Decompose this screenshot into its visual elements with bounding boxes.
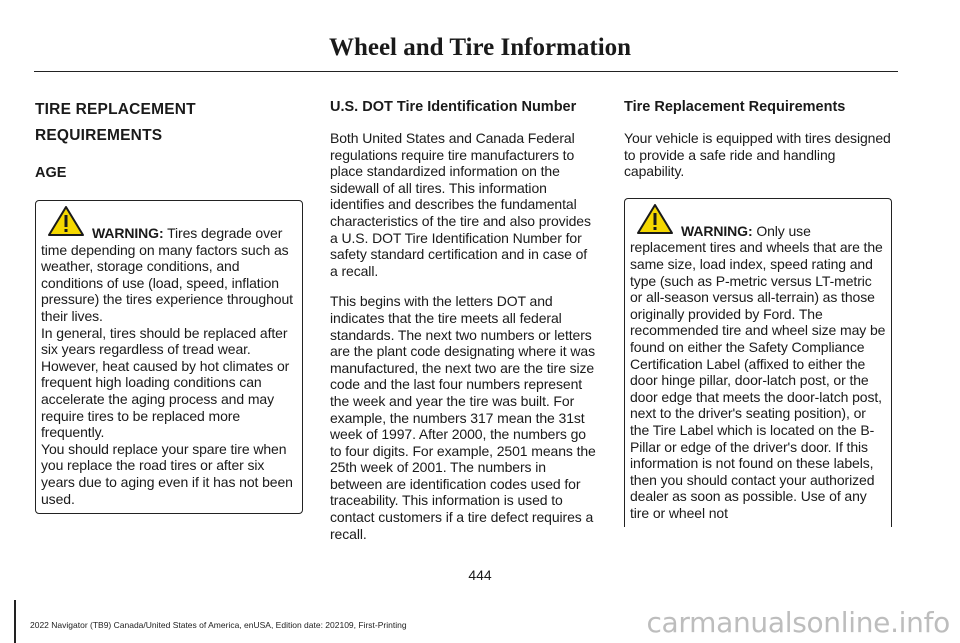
warning-text-span: Only use replacement tires and wheels that are the same size, load index, speed rating and type (such as P-metric versus LT-metric or all-season versus all-terrain) as those originally provided by Ford. The recommended tire and wheel size may be found on either the Safety Compliance Certification Label (affixed to either the door hinge pillar, door-latch post, or the door edge that meets the door-latch post, next to the driver's seating position), or the Tire Label which is located on the B-Pillar or edge of the driver's door. If this information is not found on these labels, then you should contact your authorized dealer as soon as possible. Use of any tire or wheel not — [630, 222, 886, 521]
column-age — [35, 98, 303, 514]
age-warning-text2: In general, tires should be replaced after six years regardless of tread wear. However, heat caused by hot climates or frequent high loading conditions can accelerate the aging process and may require tires to be replaced more frequently. — [41, 324, 290, 441]
replacement-warning-text — [630, 223, 886, 522]
page-number: 444 — [468, 567, 492, 583]
dot-paragraph-1: Both United States and Canada Federal regulations require tire manufacturers to place standardized information on the sidewall of all tires. This information identifies and describes the fundamental characteristics of the tire and also provides a U.S. DOT Tire Identification Number for safety standard certification and in case of a recall. — [330, 130, 591, 279]
column-replacement — [624, 98, 892, 527]
dot-paragraph-2: This begins with the letters DOT and indicates that the tire meets all federal standards. The next two numbers or letters are the plant code designating where it was manufactured, the next two are the tire size code and the last four numbers represent the week and year the tire was built. For example, the numbers 317 mean the 31st week of 1997. After 2000, the numbers go to four digits. For example, 2501 means the 25th week of 2001. The numbers in between are identification codes used for traceability. This information is used to contact customers if a tire defect requires a recall. — [330, 293, 596, 542]
age-warning-text3: You should replace your spare tire when you replace the road tires or after six years due to aging even if it has not been used. — [41, 440, 293, 507]
header-divider — [34, 71, 898, 72]
replacement-paragraph: Your vehicle is equipped with tires designed to provide a safe ride and handling capability. — [624, 130, 891, 180]
section-heading-line1: TIRE REPLACEMENT — [35, 101, 196, 118]
replacement-warning-box — [624, 198, 892, 528]
warning-text-span: Tires degrade over time depending on many factors such as weather, storage conditions, and conditions of use (load, speed, inflation pressure) the tires experience throughout their lives. — [41, 225, 293, 324]
warning-label: WARNING: — [92, 225, 164, 241]
crop-mark — [14, 600, 16, 643]
section-heading-line2: REQUIREMENTS — [35, 127, 163, 144]
dot-heading: U.S. DOT Tire Identification Number — [330, 99, 577, 115]
age-warning-text1 — [41, 225, 297, 325]
age-subheading: AGE — [35, 165, 67, 181]
page-title: Wheel and Tire Information — [328, 34, 632, 61]
edition-info: 2022 Navigator (TB9) Canada/United States of America, enUSA, Edition date: 202109, First-Printing — [30, 620, 407, 630]
column-dot-id — [330, 98, 598, 542]
age-warning-box — [35, 200, 303, 514]
watermark: carmanualsonline.info — [646, 606, 950, 639]
replacement-heading: Tire Replacement Requirements — [624, 99, 846, 115]
warning-label: WARNING: — [681, 222, 753, 239]
